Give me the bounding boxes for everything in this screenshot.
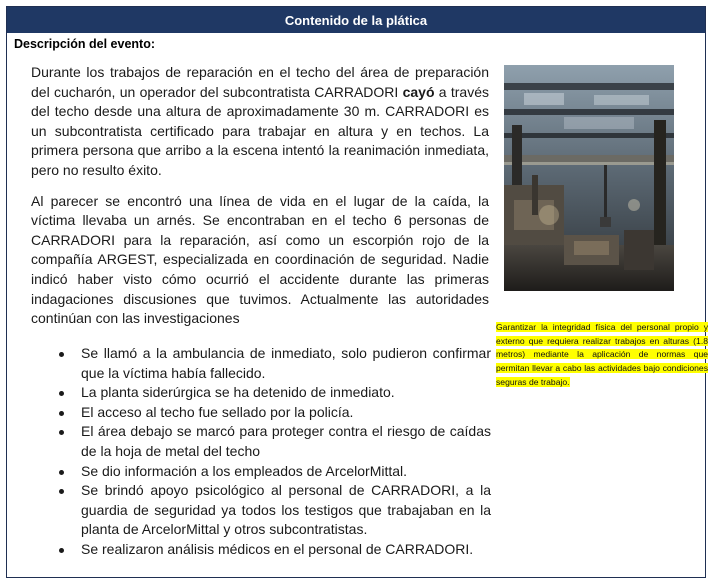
highlighted-note-text: Garantizar la integridad física del personal propio y externo que requiera realizar trabajos en alturas (1.8 metros) mediante la aplicación de normas que permitan llevar a cabo las actividades bajo condiciones seguras de trabajo. (496, 322, 708, 387)
list-item (55, 422, 491, 461)
bullet-icon (59, 352, 64, 357)
list-item-text: Se llamó a la ambulancia de inmediato, solo pudieron confirmar que la víctima había fallecido. (81, 345, 491, 381)
list-item-text: Se brindó apoyo psicológico al personal de CARRADORI, a la guardia de seguridad ya todos los testigos que trabajaban en la planta de ArcelorMittal y otros subcontratistas. (81, 482, 491, 538)
list-item-text: El área debajo se marcó para proteger contra el riesgo de caídas de la hoja de metal del techo (81, 423, 491, 459)
header-title: Contenido de la plática (284, 12, 428, 28)
list-item (55, 383, 491, 403)
list-item (55, 481, 491, 540)
actions-list (55, 344, 491, 560)
paragraph-1 (31, 63, 489, 181)
list-item (55, 462, 491, 482)
list-item (55, 403, 491, 423)
bullet-icon (59, 391, 64, 396)
paragraph-2: Al parecer se encontró una línea de vida en el lugar de la caída, la víctima llevaba un arnés. Se encontraban en el techo 6 personas de CARRADORI para la reparación, así como un escorpión rojo de la compañía ARGEST, especializada en coordinación de seguridad. Nadie indicó haber visto cómo ocurrió el accidente durante las primeras indagaciones discusiones que tuvimos. Actualmente las autoridades continúan con las investigaciones (31, 192, 489, 327)
content-header (7, 7, 705, 33)
list-item-text: El acceso al techo fue sellado por la policía. (81, 403, 354, 420)
paragraph-1-bold: cayó (402, 83, 435, 100)
list-item-text: La planta siderúrgica se ha detenido de inmediato. (81, 384, 395, 401)
event-description-label: Descripción del evento: (14, 37, 156, 51)
bullet-icon (59, 489, 64, 494)
safety-objective-note (496, 321, 708, 390)
paragraph-1-text-b: a través del techo desde una altura de aproximadamente 30 m. CARRADORI es un subcontratista certificado para trabajar en altura y en techos. La primera persona que arribo a la escena intentó la reanimación inmediata, pero no resulto éxito. (31, 83, 489, 178)
paragraph-1-text-a: Durante los trabajos de reparación en el techo del área de preparación del cucharón, un operador del subcontratista CARRADORI (31, 64, 489, 100)
bullet-icon (59, 430, 64, 435)
list-item (55, 344, 491, 383)
list-item-text: Se realizaron análisis médicos en el personal de CARRADORI. (81, 540, 474, 557)
bullet-icon (59, 548, 64, 553)
event-description (31, 63, 489, 340)
bullet-icon (59, 411, 64, 416)
incident-photo (504, 65, 674, 291)
list-item (55, 540, 491, 560)
document-frame (6, 6, 706, 578)
bullet-icon (59, 470, 64, 475)
industrial-hall-illustration (504, 65, 674, 291)
list-item-text: Se dio información a los empleados de ArcelorMittal. (81, 462, 408, 479)
